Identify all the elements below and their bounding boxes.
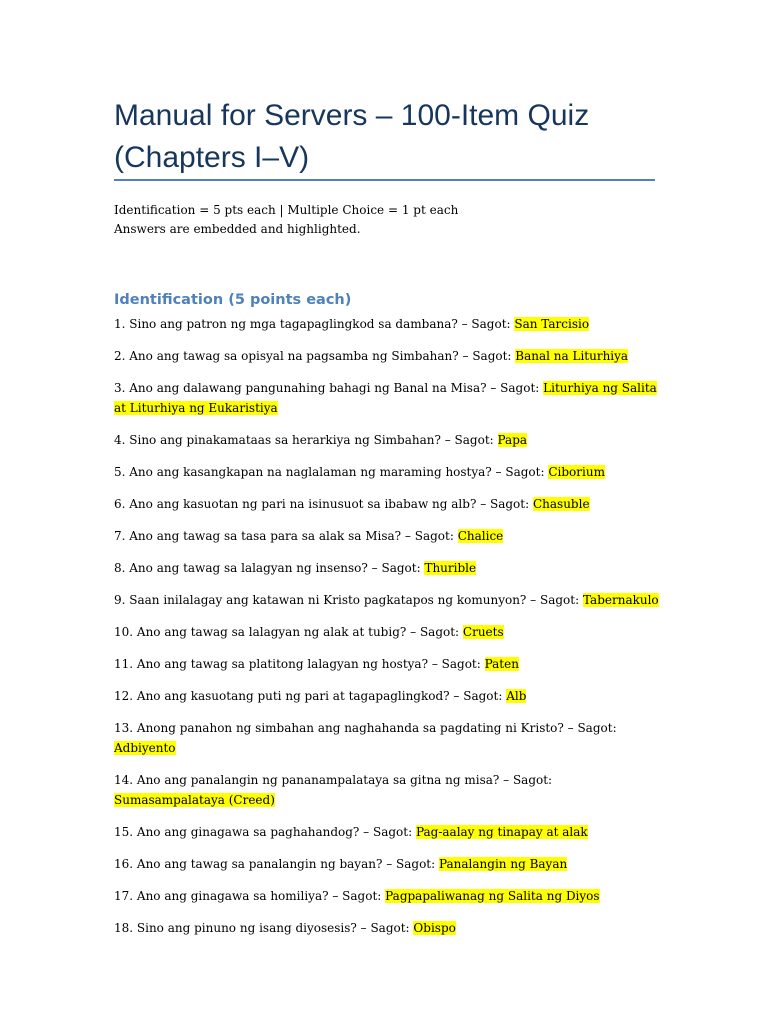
answer-highlight: Pagpapaliwanag ng Salita ng Diyos <box>385 889 600 903</box>
question-item <box>114 622 659 642</box>
answer-highlight: Sumasampalataya (Creed) <box>114 793 275 807</box>
answer-highlight: Thurible <box>424 561 477 575</box>
question-text: 9. Saan inilalagay ang katawan ni Kristo pagkatapos ng komunyon? – Sagot: <box>114 593 583 607</box>
question-item <box>114 430 659 450</box>
question-item <box>114 686 659 706</box>
question-text: 18. Sino ang pinuno ng isang diyosesis? – Sagot: <box>114 921 414 935</box>
question-item <box>114 378 659 418</box>
answer-highlight: Adbiyento <box>114 741 176 755</box>
document-title: Manual for Servers – 100-Item Quiz (Chapters I–V) <box>114 99 590 174</box>
question-item <box>114 590 659 610</box>
answer-highlight: San Tarcisio <box>514 317 590 331</box>
answer-highlight: Panalangin ng Bayan <box>438 857 568 871</box>
question-item <box>114 494 659 514</box>
question-text: 12. Ano ang kasuotang puti ng pari at tagapaglingkod? – Sagot: <box>114 689 507 703</box>
question-text: 14. Ano ang panalangin ng pananampalataya sa gitna ng misa? – Sagot: <box>114 773 553 787</box>
question-item <box>114 462 659 482</box>
scoring-note: Identification = 5 pts each | Multiple Choice = 1 pt each <box>114 203 459 217</box>
answers-note: Answers are embedded and highlighted. <box>114 221 361 236</box>
question-text: 4. Sino ang pinakamataas sa herarkiya ng Simbahan? – Sagot: <box>114 433 498 447</box>
answer-highlight: Ciborium <box>548 465 605 479</box>
question-text: 8. Ano ang tawag sa lalagyan ng insenso? – Sagot: <box>114 561 425 575</box>
question-item <box>114 854 659 874</box>
question-item <box>114 314 659 334</box>
answer-highlight: Paten <box>484 657 519 671</box>
question-item <box>114 346 659 366</box>
question-item <box>114 558 659 578</box>
question-text: 16. Ano ang tawag sa panalangin ng bayan? – Sagot: <box>114 857 439 871</box>
question-list <box>114 314 659 950</box>
question-item <box>114 770 659 810</box>
question-item <box>114 822 659 842</box>
title-underline <box>114 179 655 181</box>
answer-highlight: Papa <box>497 433 528 447</box>
question-text: 1. Sino ang patron ng mga tagapaglingkod sa dambana? – Sagot: <box>114 317 515 331</box>
section-heading: Identification (5 points each) <box>114 292 352 308</box>
question-text: 17. Ano ang ginagawa sa homiliya? – Sagot: <box>114 889 386 903</box>
answer-highlight: Chalice <box>457 529 504 543</box>
answer-highlight: Banal na Liturhiya <box>515 349 629 363</box>
question-item <box>114 918 659 938</box>
answer-highlight: Liturhiya ng Salita at Liturhiya ng Eukaristiya <box>114 381 657 415</box>
question-text: 2. Ano ang tawag sa opisyal na pagsamba ng Simbahan? – Sagot: <box>114 349 516 363</box>
question-item <box>114 718 659 758</box>
question-text: 5. Ano ang kasangkapan na naglalaman ng maraming hostya? – Sagot: <box>114 465 549 479</box>
question-item <box>114 654 659 674</box>
question-text: 10. Ano ang tawag sa lalagyan ng alak at tubig? – Sagot: <box>114 625 463 639</box>
question-item <box>114 886 659 906</box>
question-text: 6. Ano ang kasuotan ng pari na isinusuot sa ibabaw ng alb? – Sagot: <box>114 497 533 511</box>
question-text: 3. Ano ang dalawang pangunahing bahagi ng Banal na Misa? – Sagot: <box>114 381 544 395</box>
answer-highlight: Tabernakulo <box>582 593 659 607</box>
question-text: 7. Ano ang tawag sa tasa para sa alak sa Misa? – Sagot: <box>114 529 458 543</box>
answer-highlight: Obispo <box>413 921 456 935</box>
answer-highlight: Chasuble <box>532 497 590 511</box>
intro-text <box>114 201 458 238</box>
answer-highlight: Pag-aalay ng tinapay at alak <box>415 825 588 839</box>
question-text: 13. Anong panahon ng simbahan ang naghahanda sa pagdating ni Kristo? – Sagot: <box>114 721 617 735</box>
question-item <box>114 526 659 546</box>
answer-highlight: Alb <box>506 689 527 703</box>
question-text: 15. Ano ang ginagawa sa paghahandog? – Sagot: <box>114 825 416 839</box>
answer-highlight: Cruets <box>462 625 504 639</box>
question-text: 11. Ano ang tawag sa platitong lalagyan ng hostya? – Sagot: <box>114 657 485 671</box>
